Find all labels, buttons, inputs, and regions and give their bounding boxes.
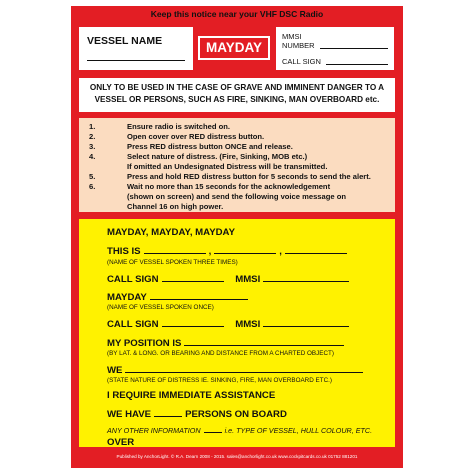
step-item: 3. Press RED distress button ONCE and release. xyxy=(89,142,293,151)
name-three-times-hint: (NAME OF VESSEL SPOKEN THREE TIMES) xyxy=(107,259,238,266)
number-label: NUMBER xyxy=(282,41,315,50)
step-item: 2. Open cover over RED distress button. xyxy=(89,132,265,141)
other-info-line: ANY OTHER INFORMATION i.e. TYPE OF VESSEL, HULL COLOUR, ETC. xyxy=(107,426,373,435)
warning-text: ONLY TO BE USED IN THE CASE OF GRAVE AND IMMINENT DANGER TO A VESSEL OR PERSONS, SUCH AS FIRE, SINKING, MAN OVERBOARD etc. xyxy=(79,78,395,112)
position-line: MY POSITION IS xyxy=(107,337,347,349)
distress-hint: (STATE NATURE OF DISTRESS IE. SINKING, FIRE, MAN OVERBOARD ETC.) xyxy=(107,377,332,384)
footer-credits: Published by AnchorLight. © R.A. Dearn 2008 - 2015. sales@anchorlight.co.uk www.cockpitcards.co.uk 01752 881201 xyxy=(116,454,358,459)
steps-list xyxy=(79,118,395,212)
mayday-line: MAYDAY xyxy=(107,291,251,303)
call-sign-line xyxy=(326,64,388,65)
top-note: Keep this notice near your VHF DSC Radio xyxy=(150,9,324,19)
mmsi-label: MMSI xyxy=(282,32,302,41)
this-is-line: THIS IS , , xyxy=(107,245,350,257)
vessel-name-line xyxy=(87,60,185,61)
call-sign-mmsi-line: CALL SIGN MMSI xyxy=(107,273,352,285)
step-item: 5. Press and hold RED distress button for 5 seconds to send the alert. xyxy=(89,172,371,181)
call-sign-mmsi-line-2: CALL SIGN MMSI xyxy=(107,318,352,330)
step-item: If omitted an Undesignated Distress will be transmitted. xyxy=(127,162,328,171)
vessel-name-label: VESSEL NAME xyxy=(87,35,163,47)
step-item: 6. Wait no more than 15 seconds for the acknowledgement xyxy=(89,182,331,191)
step-item: Channel 16 on high power. xyxy=(127,202,224,211)
call-sign-label: CALL SIGN xyxy=(282,57,321,66)
mayday-procedure-card xyxy=(71,6,403,468)
persons-on-board-line: WE HAVE PERSONS ON BOARD xyxy=(107,409,287,420)
step-item: (shown on screen) and send the following voice message on xyxy=(127,192,346,201)
over-line: OVER xyxy=(107,437,135,448)
voice-message-script xyxy=(79,219,395,447)
mmsi-line xyxy=(320,48,388,49)
mayday-badge: MAYDAY xyxy=(198,36,270,60)
name-once-hint: (NAME OF VESSEL SPOKEN ONCE) xyxy=(107,304,214,311)
position-hint: (BY LAT. & LONG. OR BEARING AND DISTANCE FROM A CHARTED OBJECT) xyxy=(107,350,334,357)
mayday-call-line: MAYDAY, MAYDAY, MAYDAY xyxy=(107,227,235,238)
step-item: 4. Select nature of distress. (Fire, Sinking, MOB etc.) xyxy=(89,152,308,161)
assistance-line: I REQUIRE IMMEDIATE ASSISTANCE xyxy=(107,390,276,401)
vessel-name-box xyxy=(79,27,193,70)
mmsi-call-sign-box xyxy=(276,27,394,70)
step-item: 1. Ensure radio is switched on. xyxy=(89,122,230,131)
we-line: WE xyxy=(107,364,366,376)
